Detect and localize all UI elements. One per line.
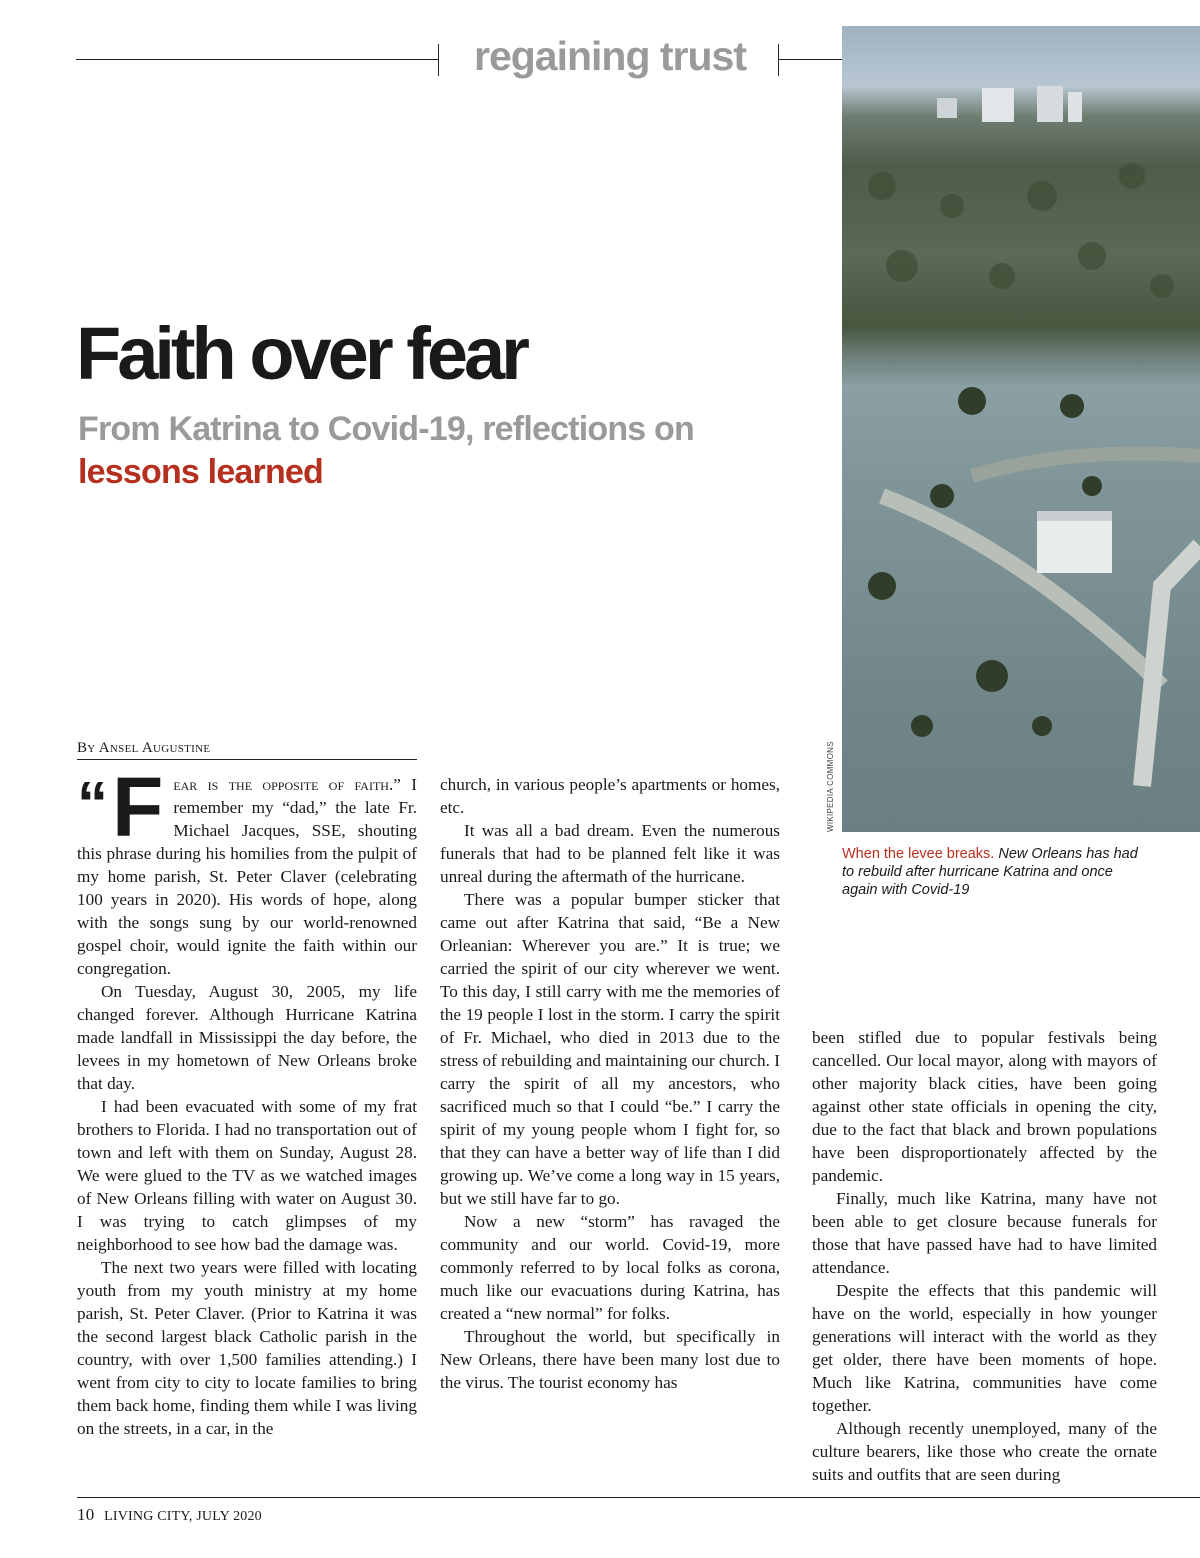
article-column-1 <box>77 760 417 1440</box>
article-column-2 <box>440 773 780 1394</box>
header-rule-left <box>76 59 438 60</box>
subtitle-accent: lessons learned <box>78 453 324 491</box>
header-tick-right <box>778 44 779 76</box>
opening-quote-mark: “ <box>77 770 108 839</box>
section-label: regaining trust <box>473 33 747 79</box>
paragraph-6: It was all a bad dream. Even the numerous funerals that had to be planned felt like it was unreal during the aftermath of the hurricane. <box>440 821 780 886</box>
header-tick-left <box>438 44 439 76</box>
paragraph-9: Throughout the world, but specifically in New Orleans, there have been many lost due to the virus. The tourist economy has <box>440 1327 780 1392</box>
paragraph-1 <box>77 760 417 980</box>
paragraph-1-smallcaps: ear is the opposite of faith.” <box>173 775 401 794</box>
paragraph-13: Although recently unemployed, many of the culture bearers, like those who create the ornate suits and outfits that are seen during <box>812 1419 1157 1484</box>
drop-cap: F <box>112 760 164 854</box>
photo-caption <box>842 845 1142 899</box>
paragraph-12: Despite the effects that this pandemic will have on the world, especially in how younger generations will interact with the world as they get older, there have been moments of hope. Much like Katrina, communities have come together. <box>812 1281 1157 1415</box>
paragraph-4: The next two years were filled with locating youth from my youth ministry at my home parish, St. Peter Claver. (Prior to Katrina it was the second largest black Catholic parish in the country, with over 1,500 families attending.) I went from city to city to locate families to bring them back home, finding them while I was living on the streets, in a car, in the <box>77 1258 417 1438</box>
flood-photo-illustration <box>842 26 1200 832</box>
paragraph-2: On Tuesday, August 30, 2005, my life changed forever. Although Hurricane Katrina made landfall in Mississippi the day before, the levees in my hometown of New Orleans broke that day. <box>77 982 417 1093</box>
paragraph-1-text: I remember my “dad,” the late Fr. Michael Jacques, SSE, shouting this phrase during his homilies from the pulpit of my home parish, St. Peter Claver (celebrating 100 years in 2020). His words of hope, along with the songs sung by our world-renowned gospel choir, would ignite the faith within our congregation. <box>77 775 417 978</box>
subtitle-text: From Katrina to Covid-19, reflections on <box>78 410 694 448</box>
paragraph-5: church, in various people’s apartments or homes, etc. <box>440 775 780 817</box>
paragraph-11: Finally, much like Katrina, many have not been able to get closure because funerals for those that have passed have had to have limited attendance. <box>812 1189 1157 1277</box>
paragraph-3: I had been evacuated with some of my frat brothers to Florida. I had no transportation out of town and left with them on Sunday, August 28. We were glued to the TV as we watched images of New Orleans filling with water on August 30. I was trying to catch glimpses of my neighborhood to see how bad the damage was. <box>77 1097 417 1254</box>
page-number: 10 <box>77 1505 95 1524</box>
paragraph-10: been stifled due to popular festivals being cancelled. Our local mayor, along with mayors of other majority black cities, have been going against other state officials in opening the city, due to the fact that black and brown populations have been disproportionately affected by the pandemic. <box>812 1028 1157 1185</box>
footer-rule <box>77 1497 1200 1498</box>
paragraph-8: Now a new “storm” has ravaged the community and our world. Covid-19, more commonly referred to by local folks as corona, much like our evacuations during Katrina, has created a “new normal” for folks. <box>440 1212 780 1323</box>
caption-lead: When the levee breaks. <box>842 846 995 862</box>
paragraph-7: There was a popular bumper sticker that came out after Katrina that said, “Be a New Orleanian: Wherever you are.” It is true; we carried the spirit of our city wherever we went. To this day, I still carry with me the memories of the 19 people I lost in the storm. I carry the spirit of Fr. Michael, who died in 2013 due to the stress of rebuilding and maintaining our church. I carry the spirit of all my ancestors, who sacrificed much so that I could “be.” I carry the spirit of my young people whom I fight for, so that they can have a better way of life than I did growing up. We’ve come a long way in 15 years, but we still have far to go. <box>440 890 780 1208</box>
article-column-3 <box>812 1026 1157 1486</box>
article-title: Faith over fear <box>76 312 526 395</box>
byline: By Ansel Augustine <box>77 740 417 760</box>
publication-info: LIVING CITY, JULY 2020 <box>104 1509 262 1524</box>
article-subtitle <box>78 408 738 494</box>
header-rule-right <box>778 59 842 60</box>
caption-body: New Orleans has had to rebuild after hurricane Katrina and once again with Covid-19 <box>842 846 1138 898</box>
flood-photo <box>842 26 1200 832</box>
page-footer <box>77 1505 262 1525</box>
